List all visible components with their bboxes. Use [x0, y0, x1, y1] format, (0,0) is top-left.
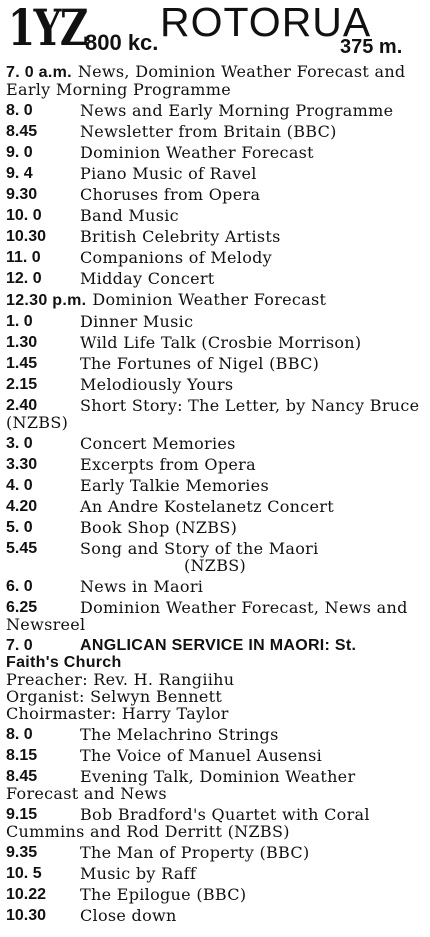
entry-time: 1.45 — [6, 355, 38, 372]
station-frequency: 800 kc. — [85, 30, 159, 55]
entry-title: ANGLICAN SERVICE IN MAORI: St. — [80, 637, 357, 654]
entry-title: News and Early Morning Programme — [80, 101, 394, 120]
entry-title: Melodiously Yours — [80, 375, 234, 394]
entry-detail: Choirmaster: Harry Taylor — [6, 704, 229, 723]
entry-title: Evening Talk, Dominion Weather Forecast and News — [6, 767, 356, 803]
entry-time: 9.30 — [6, 186, 38, 203]
entry-time: 1.30 — [6, 334, 38, 351]
programme-entry — [6, 498, 424, 515]
programme-entry — [6, 578, 424, 595]
programme-entry — [6, 102, 424, 119]
entry-time: 1. 0 — [6, 313, 33, 330]
programme-entry-featured — [6, 637, 424, 722]
entry-time: 11. 0 — [6, 249, 41, 266]
programme-entry — [6, 186, 424, 203]
entry-detail: Faith's Church — [6, 654, 122, 671]
entry-time: 4.20 — [6, 498, 38, 515]
entry-title: Dominion Weather Forecast — [92, 290, 327, 309]
programme-entry — [6, 376, 424, 393]
entry-time: 10. 5 — [6, 865, 42, 882]
entry-title: Dominion Weather Forecast — [80, 143, 314, 162]
entry-time: 10.30 — [6, 907, 47, 924]
programme-entry — [6, 144, 424, 161]
entry-title: Close down — [80, 906, 177, 925]
entry-title: The Man of Property (BBC) — [80, 843, 310, 862]
entry-time: 8.45 — [6, 768, 38, 785]
entry-time: 8.15 — [6, 747, 38, 764]
entry-time: 9.35 — [6, 844, 38, 861]
entry-time: 9. 4 — [6, 165, 33, 182]
entry-time: 7. 0 a.m. — [6, 64, 72, 81]
programme-entry — [6, 270, 424, 287]
entry-title: The Voice of Manuel Ausensi — [80, 746, 322, 765]
entry-time: 3.30 — [6, 456, 38, 473]
entry-title: Piano Music of Ravel — [80, 164, 257, 183]
programme-entry — [6, 768, 424, 802]
entry-time: 8.45 — [6, 123, 38, 140]
entry-suffix: (NZBS) — [183, 556, 247, 575]
programme-entry — [6, 291, 424, 309]
entry-time: 8. 0 — [6, 102, 33, 119]
entry-title: Short Story: The Letter, by Nancy Bruce (NZBS) — [6, 396, 420, 432]
programme-entry — [6, 63, 424, 98]
programme-entry — [6, 726, 424, 743]
entry-detail: Preacher: Rev. H. Rangiihu — [6, 670, 235, 689]
entry-time: 9. 0 — [6, 144, 33, 161]
entry-title: Song and Story of the Maori — [80, 539, 319, 558]
entry-title: News in Maori — [80, 577, 204, 596]
entry-time: 12. 0 — [6, 270, 42, 287]
programme-entry — [6, 355, 424, 372]
programme-entry — [6, 165, 424, 182]
entry-detail: Organist: Selwyn Bennett — [6, 687, 223, 706]
entry-title: The Epilogue (BBC) — [80, 885, 247, 904]
entry-time: 8. 0 — [6, 726, 33, 743]
programme-entry — [6, 477, 424, 494]
entry-title: The Fortunes of Nigel (BBC) — [80, 354, 320, 373]
programme-entry — [6, 599, 424, 633]
entry-title: Band Music — [80, 206, 179, 225]
station-wavelength: 375 m. — [340, 36, 403, 58]
entry-time: 4. 0 — [6, 477, 33, 494]
programme-entry — [6, 747, 424, 764]
entry-title: British Celebrity Artists — [80, 227, 281, 246]
programme-entry — [6, 540, 424, 574]
entry-time: 3. 0 — [6, 435, 33, 452]
programme-entry — [6, 844, 424, 861]
entry-time: 9.15 — [6, 806, 38, 823]
entry-title: Midday Concert — [80, 269, 215, 288]
entry-title: Early Talkie Memories — [80, 476, 269, 495]
entry-time: 10. 0 — [6, 207, 42, 224]
entry-time: 10.22 — [6, 886, 47, 903]
programme-entry — [6, 519, 424, 536]
entry-time: 5. 0 — [6, 519, 33, 536]
entry-title: Book Shop (NZBS) — [80, 518, 238, 537]
entry-title: Choruses from Opera — [80, 185, 261, 204]
entry-time: 2.15 — [6, 376, 38, 393]
programme-entry — [6, 334, 424, 351]
programme-entry — [6, 865, 424, 882]
programme-entry — [6, 249, 424, 266]
entry-title: Bob Bradford's Quartet with Coral Cummins and Rod Derritt (NZBS) — [6, 805, 370, 841]
programme-entry — [6, 435, 424, 452]
programme-list — [6, 63, 424, 928]
entry-time: 6. 0 — [6, 578, 33, 595]
entry-title: Newsletter from Britain (BBC) — [80, 122, 337, 141]
programme-entry — [6, 886, 424, 903]
entry-time: 7. 0 — [6, 637, 33, 654]
entry-time: 5.45 — [6, 540, 38, 557]
entry-title: The Melachrino Strings — [80, 725, 279, 744]
programme-entry — [6, 207, 424, 224]
programme-entry — [6, 806, 424, 840]
programme-entry — [6, 397, 424, 431]
entry-time: 6.25 — [6, 599, 38, 616]
entry-title: Music by Raff — [80, 864, 197, 883]
programme-entry — [6, 907, 424, 924]
entry-title: Companions of Melody — [80, 248, 273, 267]
entry-title: Excerpts from Opera — [80, 455, 256, 474]
programme-entry — [6, 228, 424, 245]
station-city: ROTORUA — [160, 0, 372, 45]
programme-entry — [6, 456, 424, 473]
entry-title: Concert Memories — [80, 434, 236, 453]
entry-time: 10.30 — [6, 228, 47, 245]
entry-title: Wild Life Talk (Crosbie Morrison) — [80, 333, 362, 352]
station-header — [0, 0, 430, 62]
entry-title: News, Dominion Weather Forecast and Early Morning Programme — [6, 62, 406, 99]
programme-entry — [6, 313, 424, 330]
entry-time: 2.40 — [6, 397, 38, 414]
entry-title: Dinner Music — [80, 312, 194, 331]
entry-title: An Andre Kostelanetz Concert — [80, 497, 334, 516]
station-callsign: 1YZ — [8, 0, 87, 57]
entry-title: Dominion Weather Forecast, News and Newsreel — [6, 598, 408, 634]
programme-entry — [6, 123, 424, 140]
entry-time: 12.30 p.m. — [6, 292, 87, 309]
